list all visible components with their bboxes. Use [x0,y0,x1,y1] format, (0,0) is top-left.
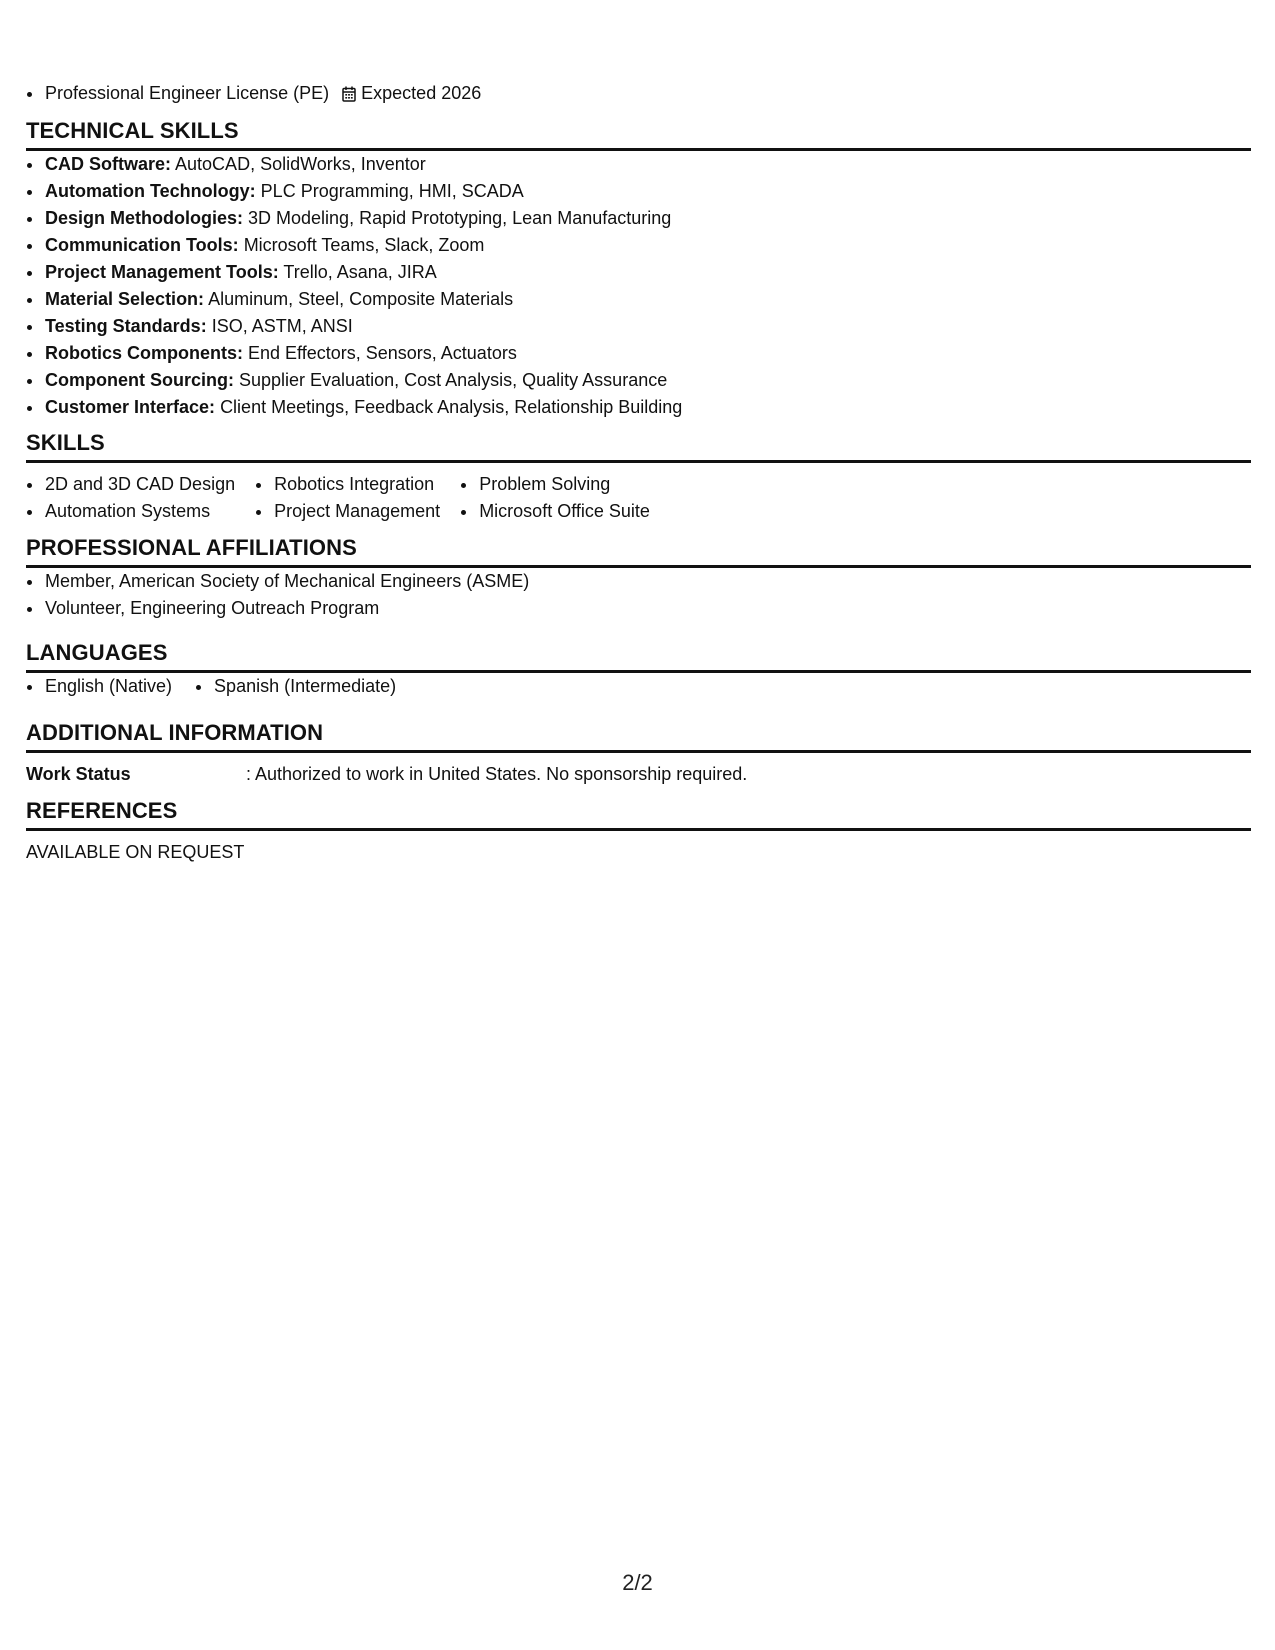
technical-skills-section [26,118,1251,421]
technical-skill-item [26,178,1251,205]
info-value: : Authorized to work in United States. No sponsorship required. [246,764,748,784]
section-title-languages: LANGUAGES [26,640,1251,673]
technical-skill-label: Design Methodologies: [45,208,243,228]
skill-item: Robotics Integration [255,471,440,498]
section-title-affiliations: PROFESSIONAL AFFILIATIONS [26,535,1251,568]
certification-name: Professional Engineer License (PE) [45,83,330,103]
technical-skill-label: Component Sourcing: [45,370,234,390]
technical-skill-item [26,205,1251,232]
info-row-work-status [26,761,1251,788]
affiliations-list [26,568,1251,622]
technical-skill-label: CAD Software: [45,154,172,174]
language-item: English (Native) [26,673,172,700]
technical-skill-value: 3D Modeling, Rapid Prototyping, Lean Manufacturing [248,208,672,228]
section-title-skills: SKILLS [26,430,1251,463]
calendar-icon [342,86,356,102]
skills-column [255,471,440,525]
technical-skill-label: Customer Interface: [45,397,216,417]
affiliation-item: Volunteer, Engineering Outreach Program [26,595,1251,622]
section-title-technical-skills: TECHNICAL SKILLS [26,118,1251,151]
technical-skill-value: Trello, Asana, JIRA [283,262,437,282]
languages-list [26,673,1251,700]
skill-item: Automation Systems [26,498,235,525]
skill-item: Microsoft Office Suite [460,498,650,525]
technical-skill-value: ISO, ASTM, ANSI [211,316,353,336]
certification-list [26,80,481,107]
technical-skill-item [26,340,1251,367]
technical-skill-item [26,259,1251,286]
references-text: AVAILABLE ON REQUEST [26,842,245,862]
certification-item [26,80,481,107]
technical-skill-label: Communication Tools: [45,235,239,255]
technical-skill-value: End Effectors, Sensors, Actuators [248,343,517,363]
technical-skill-label: Material Selection: [45,289,205,309]
technical-skill-item [26,232,1251,259]
technical-skill-label: Robotics Components: [45,343,243,363]
technical-skill-item [26,367,1251,394]
skills-column [460,471,650,525]
section-title-additional-info: ADDITIONAL INFORMATION [26,720,1251,753]
section-title-references: REFERENCES [26,798,1251,831]
skill-item: Problem Solving [460,471,650,498]
technical-skill-item [26,151,1251,178]
page-number: 2/2 [622,1570,653,1595]
technical-skill-label: Project Management Tools: [45,262,279,282]
technical-skill-value: Supplier Evaluation, Cost Analysis, Quality Assurance [239,370,668,390]
technical-skill-value: AutoCAD, SolidWorks, Inventor [175,154,426,174]
skills-section [26,430,1251,525]
technical-skill-item [26,394,1251,421]
skills-column [26,471,235,525]
references-section [26,798,1251,866]
technical-skill-item [26,286,1251,313]
affiliations-section [26,535,1251,622]
affiliation-item: Member, American Society of Mechanical Engineers (ASME) [26,568,1251,595]
technical-skills-list [26,151,1251,421]
certification-date: Expected 2026 [361,83,482,103]
language-item: Spanish (Intermediate) [195,673,396,700]
languages-section [26,640,1251,700]
skill-item: Project Management [255,498,440,525]
info-label: Work Status [26,764,131,784]
technical-skill-label: Automation Technology: [45,181,256,201]
technical-skill-value: Microsoft Teams, Slack, Zoom [243,235,485,255]
technical-skill-label: Testing Standards: [45,316,207,336]
skills-columns [26,471,1251,525]
technical-skill-item [26,313,1251,340]
additional-info-section [26,720,1251,788]
technical-skill-value: Aluminum, Steel, Composite Materials [208,289,514,309]
skill-item: 2D and 3D CAD Design [26,471,235,498]
technical-skill-value: PLC Programming, HMI, SCADA [260,181,524,201]
technical-skill-value: Client Meetings, Feedback Analysis, Relationship Building [220,397,683,417]
